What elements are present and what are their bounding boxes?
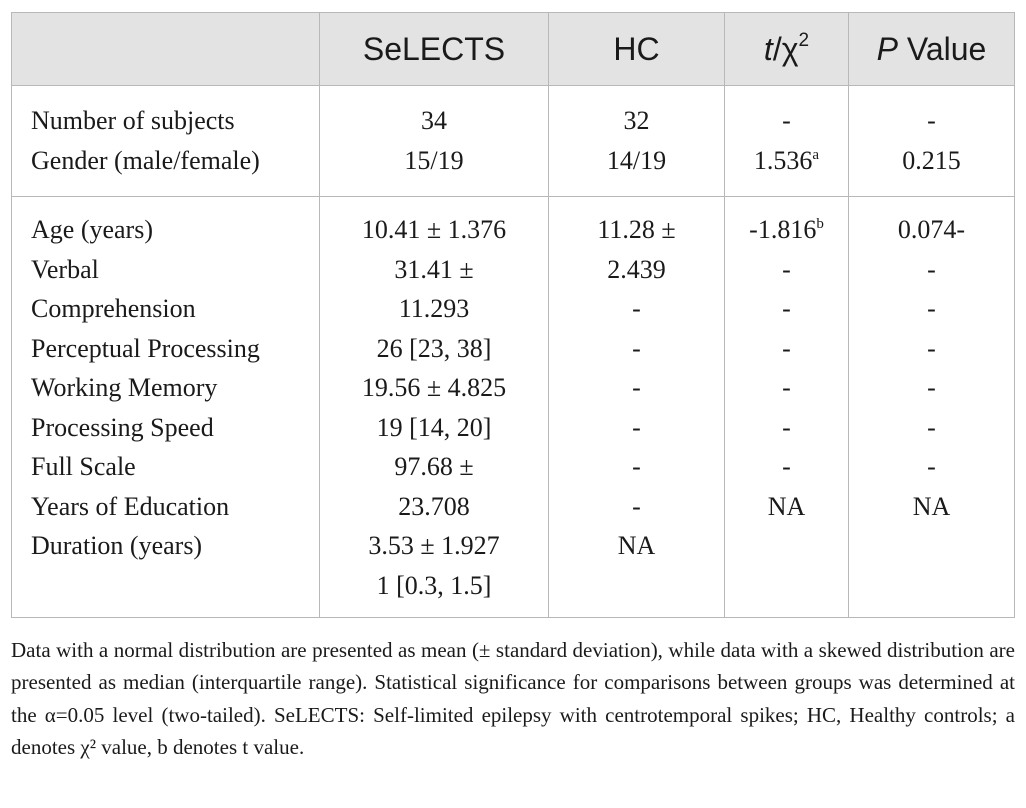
section1-selects [320, 101, 548, 180]
cell: 10.41 ± 1.376 [361, 215, 507, 244]
cell: 1.536$^a$ [753, 145, 820, 175]
cell: -1.816$^b$ [749, 215, 824, 244]
cell: 0.074- [897, 215, 966, 244]
header-value-word: Value [897, 31, 987, 67]
cell: - [927, 452, 936, 481]
table-footnote: Data with a normal distribution are presented as mean (± standard deviation), while data with a skewed distribution are presented as median (interquartile range). Statistical significance for comparisons between groups was determined at the α=0.05 level (two-tailed). SeLECTS: Self-limited epilepsy with centrotemporal spikes; HC, Healthy controls; a denotes χ² value, b denotes t value. [11, 638, 1015, 760]
row-label: Working Memory [31, 373, 218, 402]
cell: 23.708 [398, 491, 470, 521]
header-chi: χ [781, 31, 799, 67]
cell: 26 [23, 38] [376, 333, 492, 363]
cell: 2.439 [607, 254, 666, 284]
cell: - [782, 254, 791, 284]
cell: - [632, 491, 641, 521]
cell: 1 [0.3, 1.5] [376, 570, 492, 600]
cell: - [632, 373, 641, 402]
cell: 19.56 ± 4.825 [361, 373, 507, 402]
cell: - [927, 412, 936, 442]
header-p-value [849, 13, 1014, 85]
header-p: P [876, 31, 898, 67]
section2-selects [320, 210, 548, 605]
cell: - [782, 333, 791, 363]
row-label: Processing Speed [31, 412, 214, 442]
cell: - [632, 412, 641, 442]
cell: - [927, 106, 936, 135]
cell: - [927, 373, 936, 402]
section1-p [849, 101, 1014, 180]
cell: 0.215 [902, 145, 961, 175]
header-statistic [725, 13, 848, 85]
row-label: Duration (years) [31, 531, 203, 560]
cell: - [927, 333, 936, 363]
section1-labels [31, 101, 260, 180]
header-hc: HC [613, 31, 660, 67]
cell: 11.293 [398, 294, 470, 323]
row-label: Age (years) [31, 215, 153, 244]
cell: - [632, 333, 641, 363]
cell: - [782, 294, 791, 323]
section2-labels [31, 210, 260, 566]
cell: 3.53 ± 1.927 [368, 531, 500, 560]
header-selects: SeLECTS [362, 31, 506, 67]
demographics-table [11, 12, 1015, 618]
section2-stat [725, 210, 848, 526]
cell: 97.68 ± [394, 452, 474, 481]
header-chi-exponent: 2 [798, 30, 810, 51]
cell: NA [767, 491, 806, 521]
cell: - [927, 254, 936, 284]
cell: NA [617, 531, 656, 560]
section2-p [849, 210, 1014, 526]
cell: 15/19 [404, 145, 464, 175]
superscript-b: b [816, 216, 824, 232]
header-t: t [763, 31, 773, 67]
cell: 32 [623, 106, 650, 135]
row-label: Years of Education [31, 491, 230, 521]
cell: - [782, 412, 791, 442]
cell: - [782, 106, 791, 135]
cell: NA [912, 491, 951, 521]
row-label: Number of subjects [31, 106, 235, 135]
cell: 34 [421, 106, 447, 135]
cell: - [632, 452, 641, 481]
cell: - [632, 294, 641, 323]
cell: - [782, 373, 791, 402]
cell: 31.41 ± [394, 254, 474, 284]
row-label: Full Scale [31, 452, 136, 481]
cell: - [927, 294, 936, 323]
row-label: Gender (male/female) [31, 145, 260, 175]
cell: 11.28 ± [597, 215, 676, 244]
row-label: Comprehension [31, 294, 196, 323]
cell: 14/19 [606, 145, 667, 175]
section-divider [12, 196, 1014, 197]
section2-hc [549, 210, 724, 566]
section1-hc [549, 101, 724, 180]
cell: 19 [14, 20] [376, 412, 492, 442]
cell: - [782, 452, 791, 481]
row-label: Verbal [31, 254, 99, 284]
superscript-a: a [812, 146, 820, 163]
section1-stat [725, 101, 848, 180]
header-slash: / [772, 31, 782, 67]
row-label: Perceptual Processing [31, 333, 260, 363]
